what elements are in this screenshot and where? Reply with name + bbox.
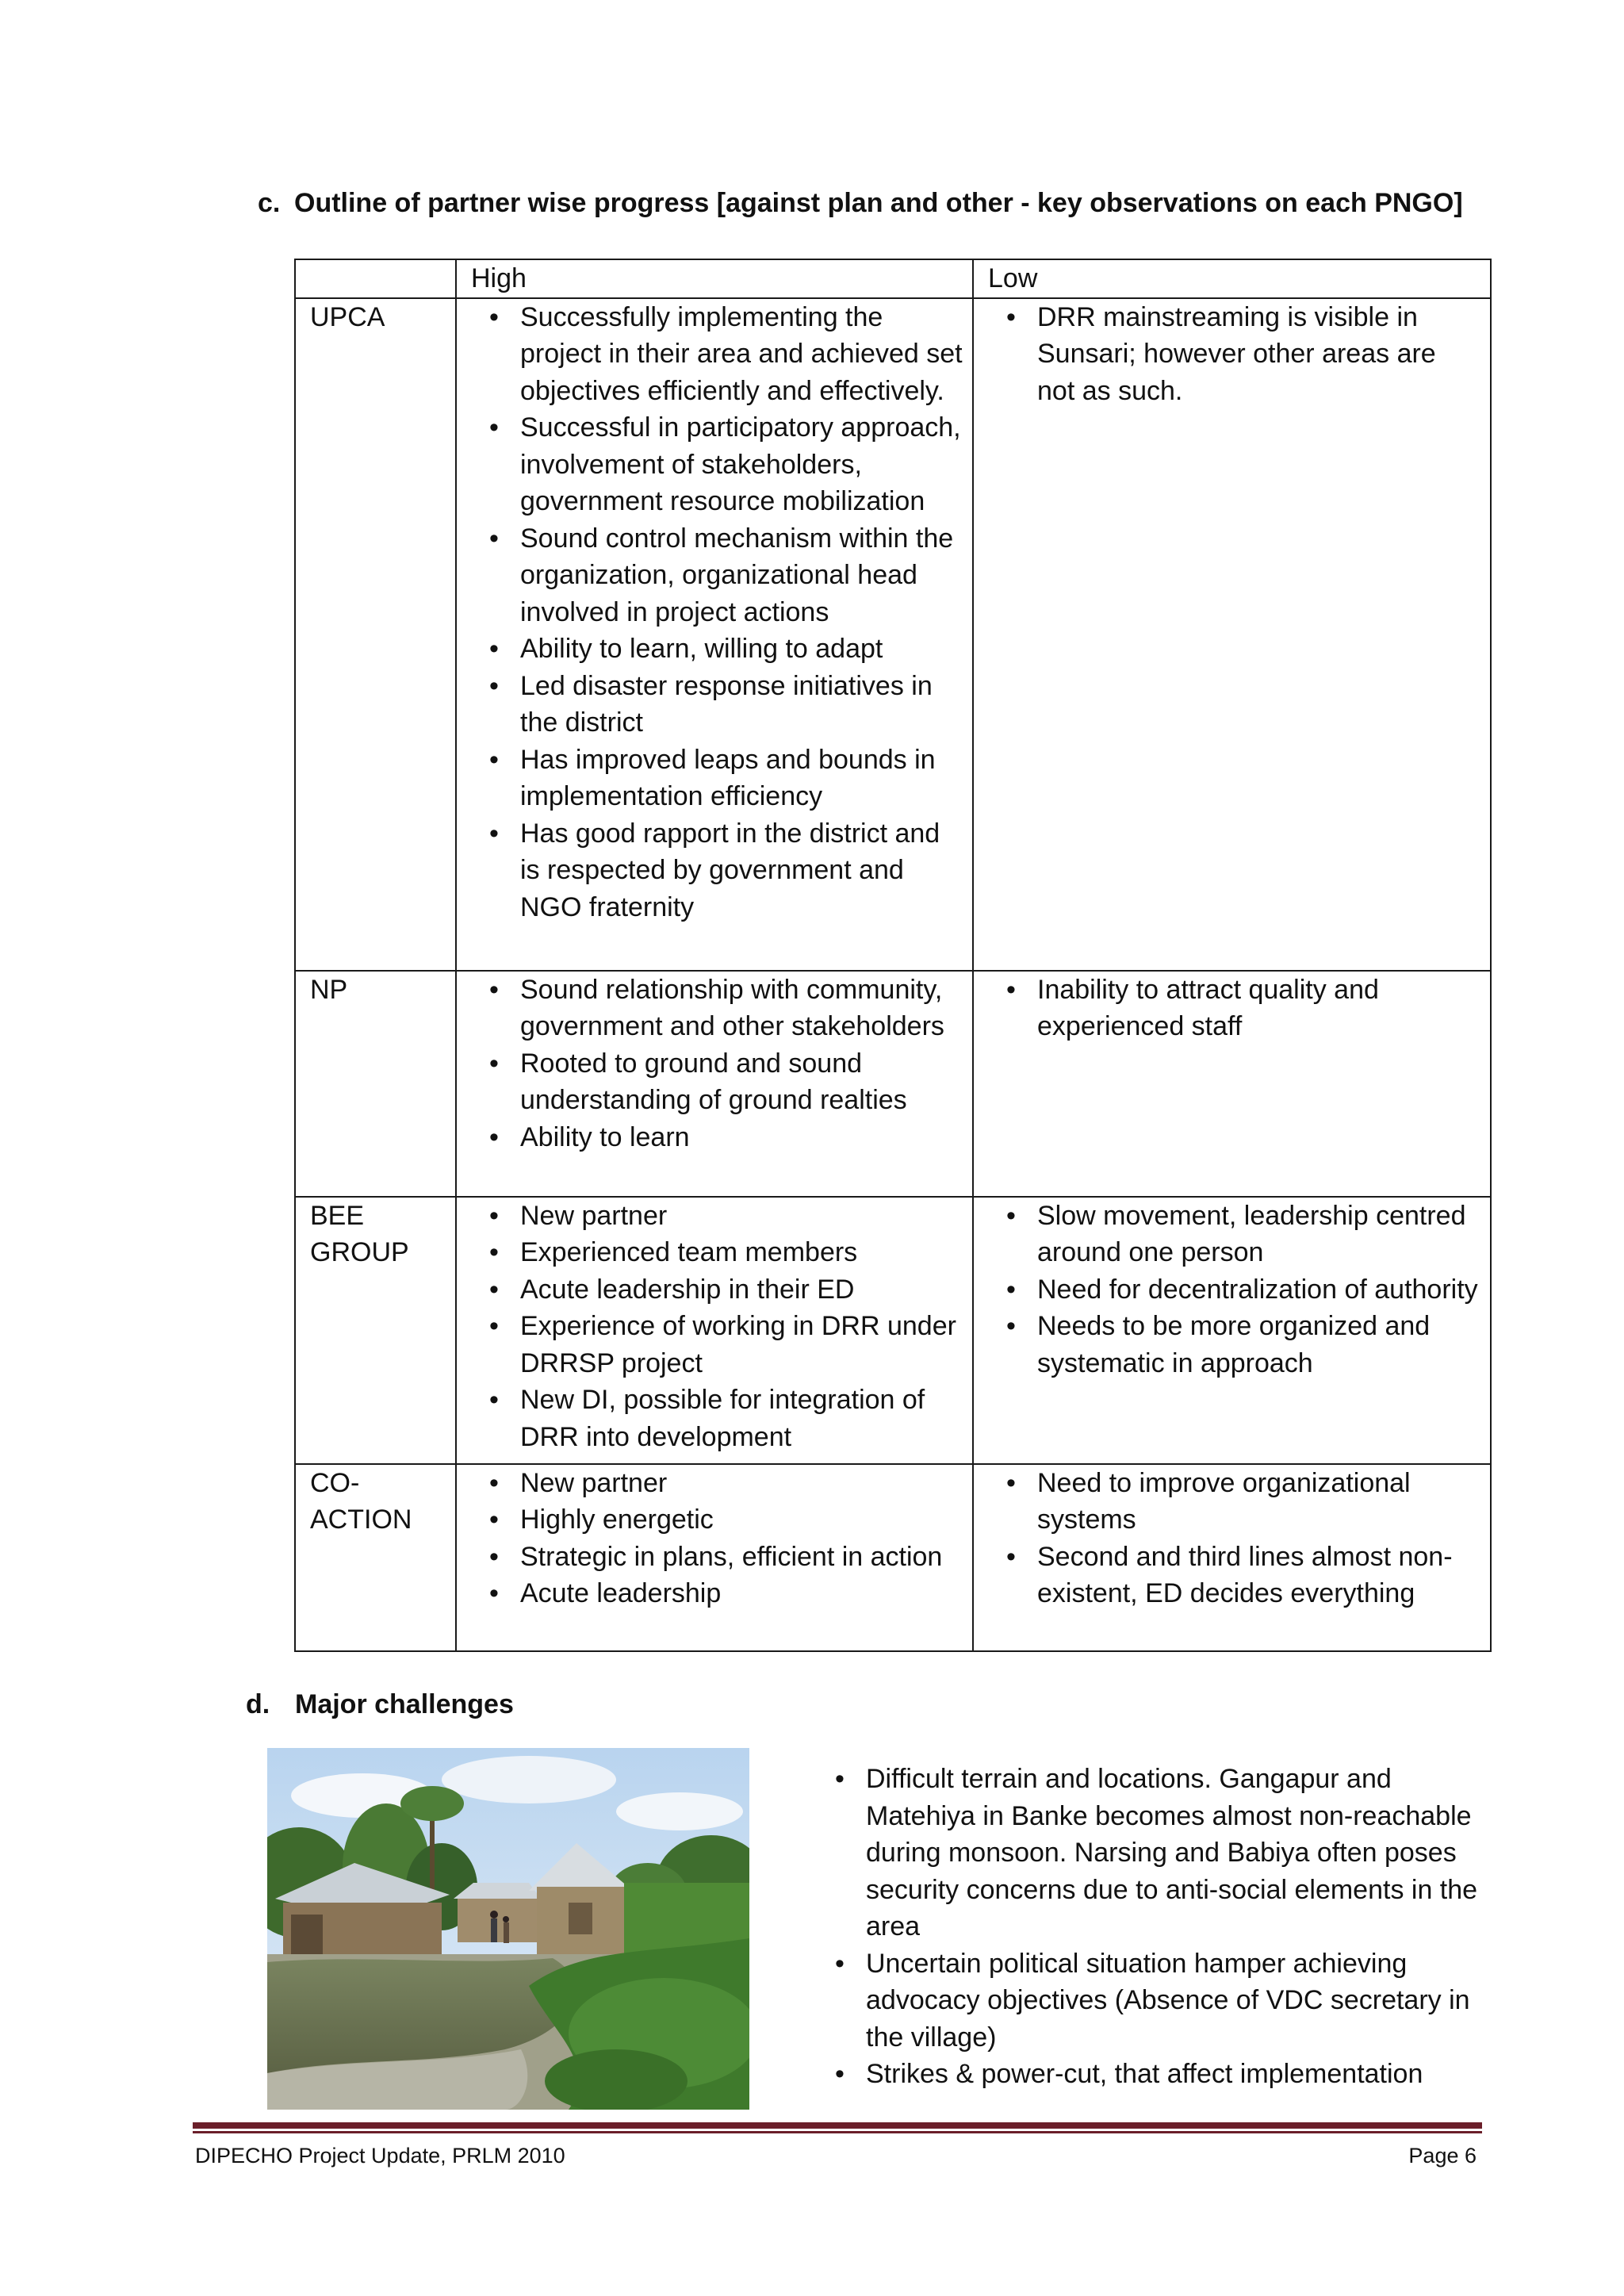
bullet-icon: •: [489, 1541, 499, 1572]
list-item: • New partner: [471, 1465, 963, 1502]
high-cell: [456, 971, 973, 1197]
header-partner-cell: [295, 259, 456, 298]
high-cell: [456, 1464, 973, 1651]
list-item: • Ability to learn, willing to adapt: [471, 631, 963, 668]
list-item: • Sound relationship with community, government and other stakeholders: [471, 972, 963, 1045]
list-item: • Sound control mechanism within the organization, organizational head involved in project actions: [471, 520, 963, 631]
bullet-icon: •: [489, 670, 499, 701]
bullet-icon: •: [489, 1578, 499, 1608]
footer-document-title: DIPECHO Project Update, PRLM 2010: [195, 2144, 565, 2168]
bullet-icon: •: [835, 1764, 845, 1794]
high-cell: [456, 1197, 973, 1464]
list-item: • Needs to be more organized and systematic in approach: [988, 1308, 1480, 1382]
list-item: • Slow movement, leadership centred around one person: [988, 1198, 1480, 1271]
bullet-icon: •: [489, 1048, 499, 1079]
bullet-icon: •: [489, 1200, 499, 1231]
table-row-np: [295, 971, 1491, 1197]
bullet-icon: •: [489, 1237, 499, 1267]
bullet-icon: •: [1006, 1274, 1016, 1305]
bullet-icon: •: [489, 1467, 499, 1498]
list-item: • Experienced team members: [471, 1234, 963, 1271]
list-item: • DRR mainstreaming is visible in Sunsari; however other areas are not as such.: [988, 299, 1480, 410]
list-item: • Second and third lines almost non-existent, ED decides everything: [988, 1539, 1480, 1612]
list-item: • Successful in participatory approach, involvement of stakeholders, government resource mobilization: [471, 409, 963, 520]
header-high-cell: High: [456, 259, 973, 298]
bullet-icon: •: [489, 1274, 499, 1305]
list-item: • Need for decentralization of authority: [988, 1271, 1480, 1309]
footer-page-number: Page 6: [1408, 2144, 1477, 2168]
bullet-icon: •: [489, 818, 499, 849]
footer-rule-thick: [193, 2122, 1482, 2129]
table-row-bee-group: [295, 1197, 1491, 1464]
bullet-icon: •: [1006, 974, 1016, 1005]
bullet-icon: •: [489, 523, 499, 554]
footer-rule-thin: [193, 2131, 1482, 2133]
table-row-co-action: [295, 1464, 1491, 1651]
header-low-cell: Low: [973, 259, 1491, 298]
bullet-icon: •: [489, 1311, 499, 1341]
bullet-icon: •: [1006, 301, 1016, 332]
list-item: • Highly energetic: [471, 1501, 963, 1539]
low-cell: [973, 971, 1491, 1197]
bullet-icon: •: [1006, 1541, 1016, 1572]
partner-name: CO-ACTION: [295, 1464, 456, 1651]
bullet-icon: •: [1006, 1311, 1016, 1341]
partner-progress-table: [294, 259, 1492, 1652]
list-item: • Has improved leaps and bounds in implementation efficiency: [471, 742, 963, 815]
list-item: • Inability to attract quality and experienced staff: [988, 972, 1480, 1045]
list-item: • Uncertain political situation hamper achieving advocacy objectives (Absence of VDC secretary in the village): [817, 1945, 1499, 2056]
section-c-number: c.: [258, 188, 281, 218]
village-scene-illustration: [267, 1748, 749, 2110]
bullet-icon: •: [489, 412, 499, 443]
section-c-title: Outline of partner wise progress [against plan and other - key observations on each PNGO]: [294, 188, 1463, 218]
list-item: • Strategic in plans, efficient in action: [471, 1539, 963, 1576]
table-row-upca: [295, 298, 1491, 971]
low-cell: [973, 1464, 1491, 1651]
section-d-title: Major challenges: [295, 1689, 514, 1719]
bullet-icon: •: [489, 1385, 499, 1415]
bullet-icon: •: [489, 744, 499, 775]
list-item: • Has good rapport in the district and is respected by government and NGO fraternity: [471, 815, 963, 926]
bullet-icon: •: [1006, 1467, 1016, 1498]
low-cell: [973, 1197, 1491, 1464]
list-item: • New partner: [471, 1198, 963, 1235]
list-item: • Acute leadership: [471, 1575, 963, 1612]
list-item: • Difficult terrain and locations. Gangapur and Matehiya in Banke becomes almost non-reachable during monsoon. Narsing and Babiya often poses security concerns due to anti-social elements in the area: [817, 1761, 1499, 1945]
bullet-icon: •: [489, 301, 499, 332]
table-header-row: [295, 259, 1491, 298]
section-d-heading: [246, 1687, 514, 1722]
bullet-icon: •: [489, 1504, 499, 1535]
list-item: • Ability to learn: [471, 1119, 963, 1156]
list-item: • Rooted to ground and sound understanding of ground realties: [471, 1045, 963, 1119]
high-cell: [456, 298, 973, 971]
bullet-icon: •: [489, 1121, 499, 1152]
bullet-icon: •: [489, 634, 499, 664]
bullet-icon: •: [835, 2059, 845, 2089]
bullet-icon: •: [835, 1948, 845, 1979]
list-item: • Acute leadership in their ED: [471, 1271, 963, 1309]
bullet-icon: •: [489, 974, 499, 1005]
flooded-village-photo: [267, 1748, 749, 2110]
challenges-list: [817, 1761, 1499, 2093]
list-item: • Successfully implementing the project in their area and achieved set objectives efficiently and effectively.: [471, 299, 963, 410]
section-c-heading: [258, 186, 1463, 220]
partner-name: NP: [295, 971, 456, 1197]
bullet-icon: •: [1006, 1200, 1016, 1231]
partner-name: UPCA: [295, 298, 456, 971]
list-item: • Strikes & power-cut, that affect implementation: [817, 2056, 1499, 2093]
list-item: • Led disaster response initiatives in the district: [471, 668, 963, 742]
list-item: • Experience of working in DRR under DRRSP project: [471, 1308, 963, 1382]
section-d-number: d.: [246, 1689, 270, 1719]
list-item: • Need to improve organizational systems: [988, 1465, 1480, 1539]
list-item: • New DI, possible for integration of DRR into development: [471, 1382, 963, 1455]
low-cell: [973, 298, 1491, 971]
partner-name: BEE GROUP: [295, 1197, 456, 1464]
